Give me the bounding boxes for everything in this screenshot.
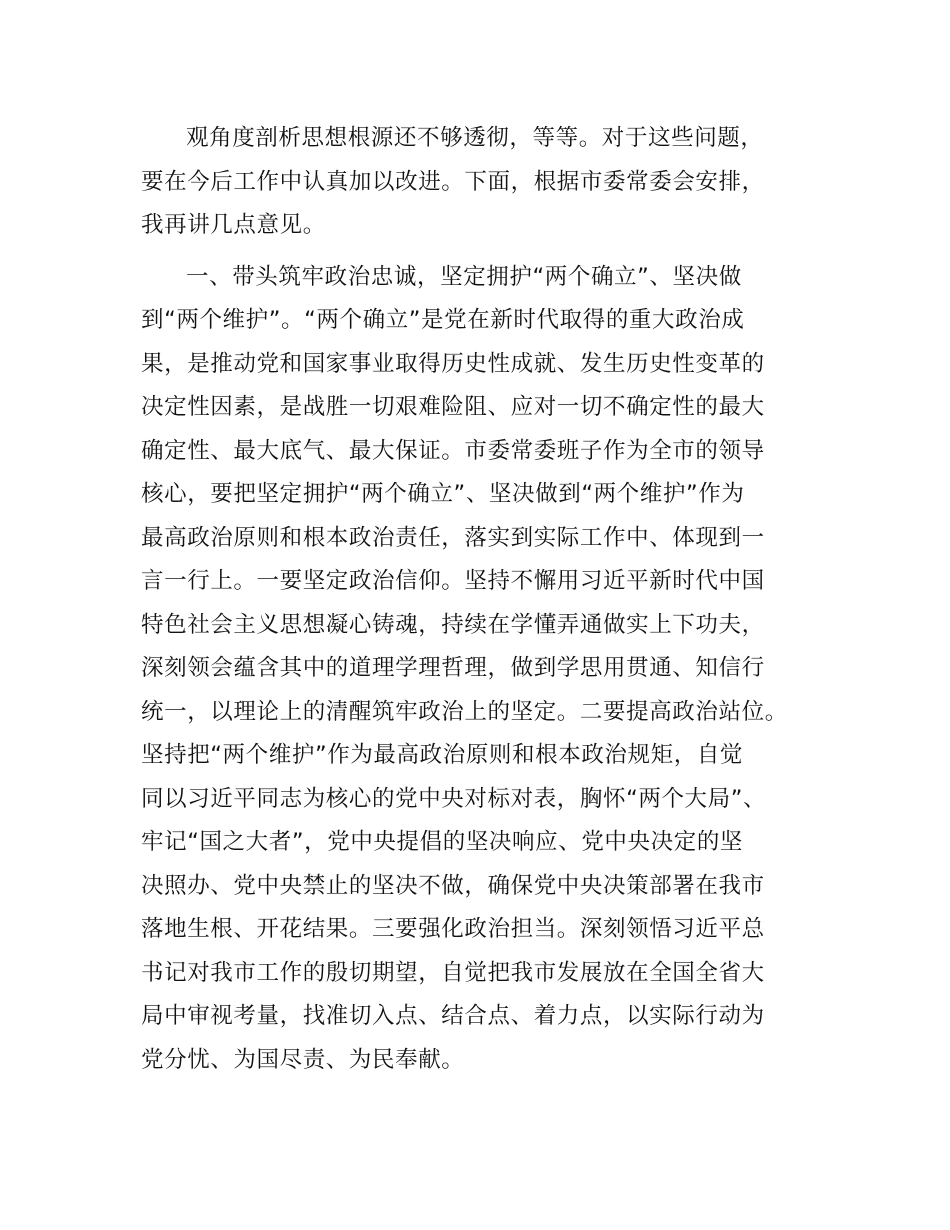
text-line: 观角度剖析思想根源还不够透彻，等等。对于这些问题， [186,125,764,151]
text-line: 党分忧、为国尽责、为民奉献。 [141,1047,465,1073]
text-line: 统一，以理论上的清醒筑牢政治上的坚定。二要提高政治站位。 [141,699,788,725]
text-line: 坚持把“两个维护”作为最高政治原则和根本政治规矩，自觉 [141,742,744,768]
text-line: 书记对我市工作的殷切期望，自觉把我市发展放在全国全省大 [141,960,765,986]
text-line: 局中审视考量，找准切入点、结合点、着力点，以实际行动为 [141,1003,765,1029]
text-line: 同以习近平同志为核心的党中央对标对表，胸怀“两个大局”、 [141,786,767,812]
text-line: 一、带头筑牢政治忠诚，坚定拥护“两个确立”、坚决做 [186,264,742,290]
text-line: 到“两个维护”。“两个确立”是党在新时代取得的重大政治成 [141,307,745,333]
text-line: 最高政治原则和根本政治责任，落实到实际工作中、体现到一 [141,525,765,551]
text-line: 特色社会主义思想凝心铸魂，持续在学懂弄通做实上下功夫， [141,612,765,638]
text-line: 要在今后工作中认真加以改进。下面，根据市委常委会安排， [141,169,765,195]
text-line: 核心，要把坚定拥护“两个确立”、坚决做到“两个维护”作为 [141,481,745,507]
text-line: 决定性因素，是战胜一切艰难险阻、应对一切不确定性的最大 [141,394,765,420]
text-line: 确定性、最大底气、最大保证。市委常委班子作为全市的领导 [141,438,765,464]
text-line: 我再讲几点意见。 [141,212,326,238]
text-line: 决照办、党中央禁止的坚决不做，确保党中央决策部署在我市 [141,873,765,899]
text-line: 落地生根、开花结果。三要强化政治担当。深刻领悟习近平总 [141,916,765,942]
text-line: 深刻领会蕴含其中的道理学理哲理，做到学思用贯通、知信行 [141,655,765,681]
text-line: 牢记“国之大者”，党中央提倡的坚决响应、党中央决定的坚 [141,829,744,855]
text-line: 言一行上。一要坚定政治信仰。坚持不懈用习近平新时代中国 [141,568,765,594]
text-line: 果，是推动党和国家事业取得历史性成就、发生历史性变革的 [141,351,765,377]
